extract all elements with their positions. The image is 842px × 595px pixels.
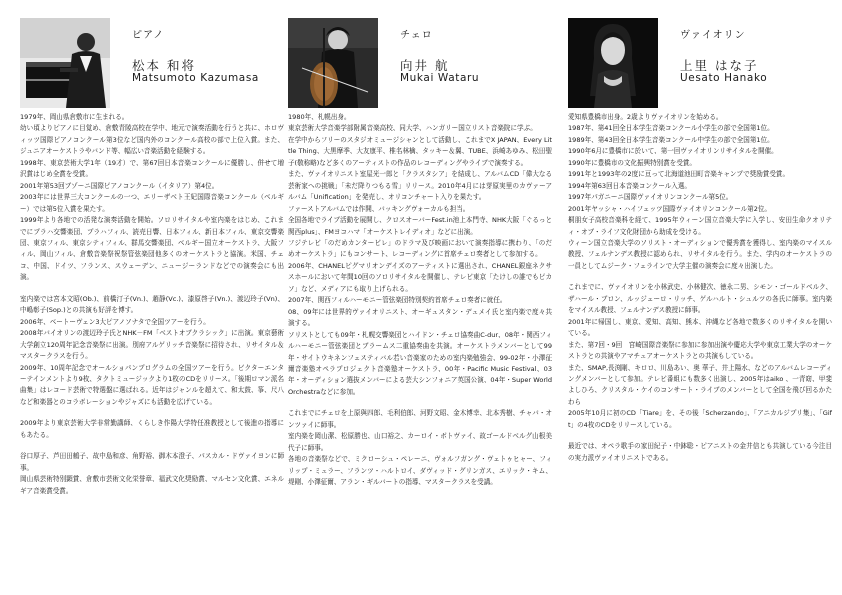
artist-name-ja: 松本 和将 [132,58,196,73]
bio-paragraph: 室内楽を岡山潔、松原勝也、山口裕之、カーロイ・ボトヴァイ、故ゴールドベルグ山根美代子に師事。 [288,432,552,452]
bio-paragraph: 谷口厚子、芦田田鶴子、故中島和彦、角野裕、御木本澄子、パスカル・ドヴァイヨンに師事。 [20,452,284,472]
instrument-label: チェロ [400,30,433,41]
profile-header [568,0,836,110]
bio-paragraph: 最近では、オペラ歌手の家田紀子・中鉢聡・ピアニストの金井信とも共演している今注目の実力派ヴァイオリニストである。 [568,442,832,462]
bio-paragraph: 2008年バイオリンの渡辺玲子氏とNHK－FM「ベストオブクラシック」に出演。東京藝術大学創立120周年記念音楽祭に出演。別府アルゲリッチ音楽祭に招待され、リサイタル＆マスタークラスを行う。 [20,329,284,361]
bio-paragraph: 幼い頃よりピアノに目覚め、倉敷青陵高校在学中、地元で演奏活動を行うと共に、ホロヴィッツ国際ピアノコンクール第3位など国内外のコンクール高校の部で上位入賞。また、ジュニアオーケストラやバンド等、幅広い音楽活動を経験する。 [20,124,284,156]
bio-paragraph: 2001年ヤッシャ・ハイフェッツ国際ヴァイオリンコンクール第2位。 [568,204,771,213]
bio-paragraph: 1980年、札幌出身。 [288,113,351,121]
bio-paragraph: これまでに、ヴァイオリンを小林武史、小林健次、徳永二男、シモン・ゴールドベルク、ザハール・ブロン、ルッジェーロ・リッチ、ゲルハルト・シュルツの各氏に師事。室内楽をマイスル教授、フェルナンデス教授に師事。 [568,283,832,315]
artist-name-en: Uesato Hanako [680,72,768,84]
bio-paragraph: ファーストアルバムでは作開、バッキングヴォーカルも担当。 [288,204,470,213]
bio-paragraph: ソリストとしても09年・札幌交響楽団とハイドン・チェロ協奏曲C-dur、08年・関西フィルハーモニー管弦楽団とブラームス二重協奏曲を共演。オーケストラメンバーとして99年・サイトウキネンフェスティバル若い音楽家のための室内楽勉強会、99-02年・小澤征爾音楽塾オペラプロジェクト音楽塾オーケストラ、00年・Pacific Music Festival、03年・オーディション選抜メンバーによる芸大シンフォニア英国公演、04年・Super World Orchestraなどに参加。 [288,330,552,396]
artist-name-ja: 向井 航 [400,58,450,73]
biography [288,112,552,489]
profile-column-violin [568,0,836,595]
bio-paragraph: 室内楽では宮本文昭(Ob.)、前橋汀子(Vn.)、趙静(Vc.)、漆原啓子(Vn.)、渡辺玲子(Vn)、中嶋彰子(Sop.)との共演も好評を博す。 [20,294,284,315]
instrument-label: ピアノ [132,30,165,41]
bio-paragraph: 2007年、関西フィルハーモニー管弦楽団特別契約首席チェロ奏者に就任。 [288,296,507,305]
bio-paragraph: これまでにチェロを上原與四郎、毛利伯郎、河野文昭、金木博幸、北本秀樹、チャバ・オンツァイに師事。 [288,409,552,429]
bio-paragraph: 2001年に帰国し、東京、愛知、高知、熊本、沖縄など各地で数多くのリサイタルを開いている。 [568,317,832,338]
artist-name-ja: 上里 はな子 [680,58,759,73]
pianist-photo-icon [20,18,110,108]
bio-paragraph: 2006年、CHANELピグマリオンデイズのアーティストに選出され、CHANEL銀座ネクサスホールにおいて年間10回のソロリサイタルを開催し、テレビ東京「たけしの誰でもピカソ」など、メディアにも取り上げられる。 [288,261,552,293]
bio-paragraph: 各地の音楽祭などで、ミクローシュ・ペレーニ、ヴォルフガング・ヴェトゥヒャー、フィリップ・ミュラー、フランツ・ハルトロイ、ダヴィッド・グリンガス、エリック・キム、堤剛、小澤征爾、アラン・ギルバートの指導、マスタークラスを受講。 [288,455,552,487]
bio-paragraph: 1991年と1993年の2度に亘って北海道池田町音楽キャンプで奨励賞受賞。 [568,170,789,179]
bio-paragraph: また、SMAP,長渕剛、キロロ、川島あい、奥 華子、井上陽水、などのアルバムレコーディングメンバーとして参加。テレビ番組にも数多く出演し、2005年はaiko 、一青窈、甲斐よしひろ、クリスタル・ケイのコンサート・ライブのメンバーとして全国を飛び回るかたわら [568,363,832,406]
bio-paragraph: 愛知県豊橋市出身。2歳よりヴァイオリンを始める。 [568,113,723,121]
bio-paragraph: 2001年第53回ブゾーニ国際ピアノコンクール（イタリア）第4位。 [20,181,219,190]
bio-paragraph: 2006年、ベートーヴェン3大ピアノソナタで全国ツアーを行う。 [20,317,210,326]
biography [568,112,832,464]
bio-paragraph: ウィーン国立音楽大学のソリスト・オーディションで優秀賞を獲得し、室内楽のマイスル教授、フェルナンデス教授に認められ、リサイタルを行う。また、学内のオーケストラの一員としてムジーク・フェラインで大学主催の演奏会に度々出演した。 [568,238,832,270]
bio-paragraph: 在学中からフリーのスタジオミュージシャンとして活動し、これまでX JAPAN、Every Little Thing、大黒摩季、大友康平、椎名林檎、タッキー＆翼、TUBE、浜崎あゆみ、松田聖子(敬称略)など多くのアーティストの作品のレコーディングやライブで演奏する。 [288,135,552,167]
bio-paragraph: 1979年、岡山県倉敷市に生まれる。 [20,113,129,121]
bio-paragraph: 2003年には世界三大コンクールの一つ、エリーザベト王妃国際音楽コンクール（ベルギー）では第5位入賞を果たす。 [20,193,284,213]
bio-paragraph: 1989年、第43回全日本学生音楽コンクール中学生の部で全国第1位。 [568,135,774,144]
bio-paragraph: フジテレビ「のだめカンタービレ」のドラマ及び映画において演奏指導に携わり、「のだめオーケストラ」にもコンサート、レコーディングに首席チェロ奏者として参加する。 [288,238,552,259]
bio-paragraph: 桐朋女子高校音楽科を経て、1995年ウィーン国立音楽大学に入学し、安田生命クオリティ・オブ・ライフ文化財団から助成を受ける。 [568,216,832,236]
bio-paragraph: 2005年10月に初のCD「Tiare」を、その後「Scherzando」、「アニカルジプリ集」、「Gift」の4枚のCDをリリースしている。 [568,409,832,429]
bio-paragraph: 1999年より各地での活発な演奏活動を開始。ソロリサイタルや室内楽をはじめ、これまでにプラハ交響楽団、プラハフィル、読売日響、日本フィル、新日本フィル、東京交響楽団、東京フィル、東京シティフィル、群馬交響楽団、ベルギー国立オーケストラ、大阪フィル、岡山フィル、倉敷音楽祭祝祭管弦楽団他多くのオーケストラと協演。米国、チェコ、中国、ドイツ、フランス、スウェーデン、ニュージーランドなどでの演奏会にも出演。 [20,216,284,282]
bio-paragraph: 1990年6月に豊橋市に於いて、第一回ヴァイオリンリサイタルを開催。 [568,147,778,156]
profile-column-cello [288,0,556,595]
bio-paragraph: また、第7回・9回 宮崎国際音楽祭に参加に参加出演や慶応大学や東京工業大学のオーケストラとの共演やアマチュアオーケストラとの共演もしている。 [568,340,832,361]
bio-paragraph: 1987年、第41回全日本学生音楽コンクール小学生の部で全国第1位。 [568,124,774,133]
bio-paragraph: 東京芸術大学音楽学部附属音楽高校、同大学、ハンガリー国立リスト音楽院に学ぶ。 [288,124,537,133]
bio-paragraph: 2009年より東京芸術大学非常勤講師、くらしき作陽大学特任准教授として後進の指導にもあたる。 [20,419,284,439]
profile-header [288,0,556,110]
profile-header [20,0,288,110]
profile-column-piano [20,0,288,595]
artist-name-en: Mukai Wataru [400,72,480,84]
bio-paragraph: 1997年パガニーニ国際ヴァイオリンコンクール第5位。 [568,193,733,202]
bio-paragraph: 1994年第63回日本音楽コンクール入選。 [568,181,691,190]
bio-paragraph: 1998年、東京芸術大学1年（19才）で、第67回日本音楽コンクールに優勝し、併せて増沢賞はじめ全賞を受賞。 [20,158,284,179]
bio-paragraph: 2009年、10周年記念でオールショパンプログラムの全国ツアーを行う。ビクターエンターテインメントより9枚、タクトミュージックより1枚のCDをリリース。「後期ロマン派名曲集」はレコード芸術で特選盤に選ばれる。近年はジャンルを超えて、和太鼓、筝、尺八など和楽器とのコラボレーションやジャズにも活動を広げている。 [20,363,284,406]
cellist-photo-icon [288,18,378,108]
biography [20,112,284,497]
bio-paragraph: 全国各地でライブ活動を展開し、クロスオーバーFest.in池上本門寺、NHK大阪「ぐるっと関西plus」、FMヨコハマ「オーケストレイディオ」などに出演。 [288,216,552,236]
instrument-label: ヴァイオリン [680,30,746,41]
bio-paragraph: 1990年に豊橋市の文化振興特別賞を受賞。 [568,158,696,167]
bio-paragraph: 岡山県芸術特別顕賞、倉敷市芸術文化栄誉章、福武文化奨励賞、マルセン文化賞、エネルギア音楽賞受賞。 [20,475,284,495]
violinist-photo-icon [568,18,658,108]
artist-name-en: Matsumoto Kazumasa [132,72,259,84]
bio-paragraph: また、ヴァイオリニスト室屋光一郎と「クラスタシア」を結成し、アルバムCD「偉大なる芸術家への挑戦」「未だ降りつもる雪」リリース。2010年4月には芽原実里のカヴァーアルバム「Unification」を発売し、オリコンチャート入りを果たす。 [288,170,552,202]
bio-paragraph: 08、09年には世界的ヴァイオリニスト、オーギュスタン・デュメイ氏と室内楽で度々共演する。 [288,307,552,328]
